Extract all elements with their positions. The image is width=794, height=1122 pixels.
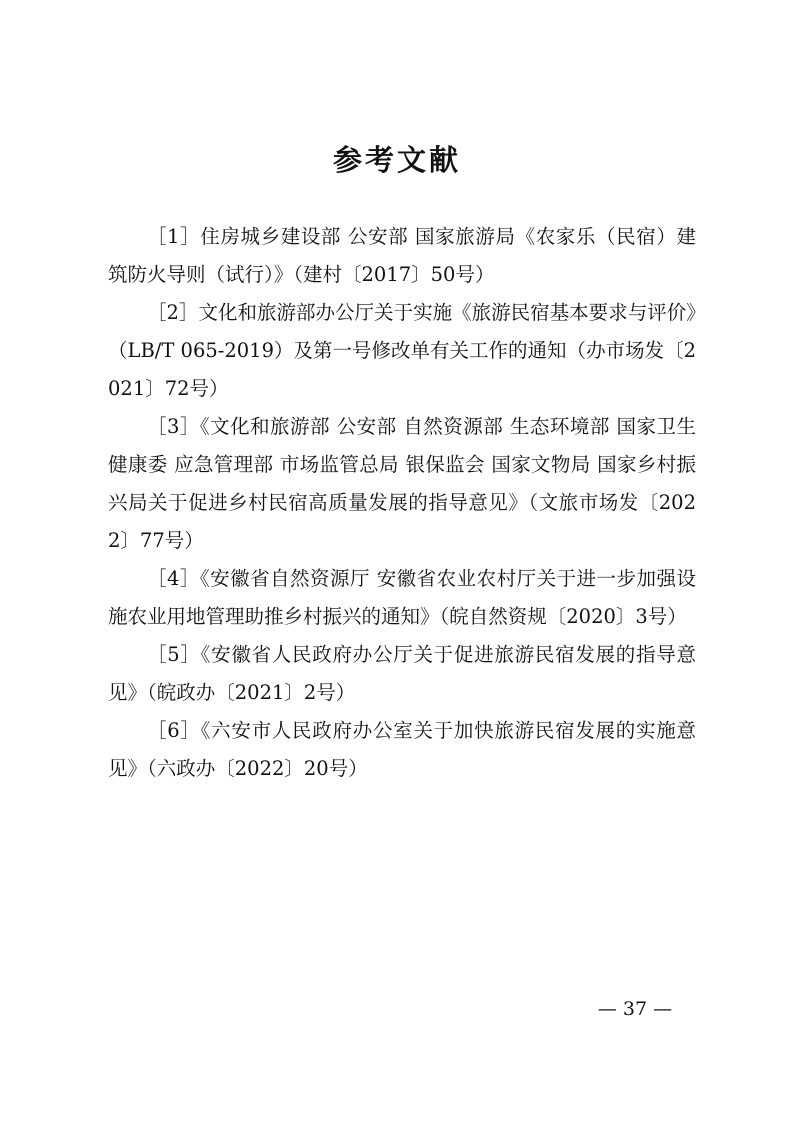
- reference-list: [108, 218, 696, 788]
- reference-item-5: ［5］《安徽省人民政府办公厅关于促进旅游民宿发展的指导意见》（皖政办〔2021〕2号）: [108, 643, 696, 704]
- reference-item-6: ［6］《六安市人民政府办公室关于加快旅游民宿发展的实施意见》（六政办〔2022〕20号）: [108, 719, 696, 780]
- reference-item-1: ［1］住房城乡建设部 公安部 国家旅游局《农家乐（民宿）建筑防火导则（试行）》（建村〔2017〕50号）: [108, 225, 696, 286]
- reference-item-2: ［2］文化和旅游部办公厅关于实施《旅游民宿基本要求与评价》（LB/T 065-2019）及第一号修改单有关工作的通知（办市场发〔2021〕72号）: [108, 301, 696, 400]
- page-number: — 37 —: [597, 998, 673, 1020]
- reference-item-3: ［3］《文化和旅游部 公安部 自然资源部 生态环境部 国家卫生健康委 应急管理部 市场监管总局 银保监会 国家文物局 国家乡村振兴局关于促进乡村民宿高质量发展的指导意见》（文旅市场发〔2022〕77号）: [108, 415, 696, 552]
- page-title: 参考文献: [332, 143, 461, 177]
- reference-item-4: ［4］《安徽省自然资源厅 安徽省农业农村厅关于进一步加强设施农业用地管理助推乡村振兴的通知》（皖自然资规〔2020〕3号）: [108, 567, 696, 628]
